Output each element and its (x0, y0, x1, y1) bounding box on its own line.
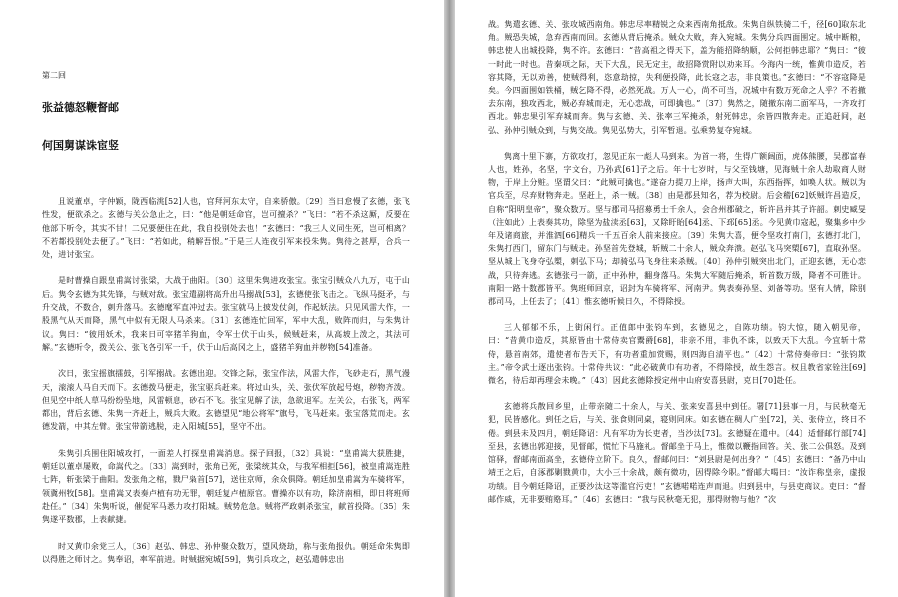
chapter-label: 第二回 (42, 71, 66, 80)
paragraph: 隽离十里下寨，方欲攻打，忽见正东一彪人马到来。为首一将，生得广额阔面，虎体熊腰，吴郡富春人也，姓孙，名坚，字文台，乃孙武[61]子之后。年十七岁时，与父至钱塘，见海贼十余人劫取商人财物，于岸上分赃。坚谓父曰：“此贼可擒也。”遂奋力提刀上岸，扬声大叫，东西指挥，如唤人状。贼以为官兵至，尽弃财物奔走。坚赶上，杀一贼。〔38〕由是郡县知名，荐为校尉。后会稽[62]妖贼许昌造反，自称“阳明皇帝”，聚众数万。坚与郡司马招募勇士千余人，会合州郡破之，斩许昌并其子许韶。刺史臧旻（注如此）上表奏其功，除坚为盐渎丞[63]，又除盱眙[64]丞、下邳[65]丞。今见黄巾寇起，聚集乡中少年及诸商旅，并淮泗[66]精兵一千五百余人前来接应。〔39〕朱隽大喜，便令坚攻打南门，玄德打北门，朱隽打西门，留东门与贼走。孙坚首先登城，斩贼二十余人，贼众奔溃。赵弘飞马突槊[67]，直取孙坚。坚从城上飞身夺弘槊，刺弘下马；却骑弘马飞身往来杀贼。〔40〕孙仲引贼突出北门，正迎玄德，无心恋战，只待奔逃。玄德张弓一箭，正中孙仲，翻身落马。朱隽大军随后掩杀，斩首数万级，降者不可胜计。南阳一路十数郡皆平。隽班师回京，诏封为车骑将军、河南尹。隽表奏孙坚、刘备等功。坚有人情，除别郡司马，上任去了；〔41〕惟玄德听候日久，不得除授。 (488, 151, 866, 307)
paragraph: 战。隽遣玄德、关、张攻城西南角。韩忠尽率精锐之众来西南角抵敌。朱隽自纵铁骑二千，径[60]取东北角。贼恐失城，急弃西南而回。玄德从背后掩杀。贼众大败，奔入宛城。朱隽分兵四面围定。城中断粮，韩忠使人出城投降，隽不许。玄德曰：“昔高祖之得天下，盖为能招降纳顺，公何拒韩忠耶？”隽曰：“彼一时此一时也。昔秦项之际，天下大乱，民无定主，故招降赏附以劝来耳。今海内一统，惟黄巾造反，若容其降，无以劝善，使贼得利，恣意劫掠，失利便投降，此长寇之志，非良策也。”玄德曰：“不容寇降是矣。今四面围如铁桶，贼乞降不得，必然死战。万人一心，尚不可当，况城中有数万死命之人乎？不若撤去东南，独攻西北，贼必弃城而走，无心恋战，可即擒也。”〔37〕隽然之，随撤东南二面军马，一齐攻打西北。韩忠果引军弃城而奔。隽与玄德、关、张率三军掩杀，射死韩忠，余皆四散奔走。正追赶间，赵弘、孙仲引贼众到，与隽交战。隽见弘势大，引军暂退。弘乘势复夺宛城。 (488, 20, 866, 135)
paragraph: 时又黄巾余党三人，〔36〕赵弘、韩忠、孙仲聚众数万，望风烧劫，称与张角报仇。朝廷命朱隽即以得胜之师讨之。隽奉诏，率军前进。时贼据宛城[59]，隽引兵攻之，赵弘遣韩忠出 (42, 541, 410, 564)
left-page-body (42, 195, 410, 579)
paragraph: 朱隽引兵围住阳城攻打，一面差人打探皇甫嵩消息。探子回报，〔32〕具说：“皇甫嵩大获胜捷，朝廷以董卓屡败，命嵩代之。〔33〕嵩到时，张角已死，张梁统其众，与我军相拒[56]，被皇甫嵩连胜七阵，斩张梁于曲阳。发张角之棺，戮尸枭首[57]，送往京师，余众俱降。朝廷加皇甫嵩为车骑将军，领冀州牧[58]。皇甫嵩又表奏卢植有功无罪，朝廷复卢植原官。曹操亦以有功，除济南相，即日将班师赴任。”〔34〕朱隽听说，催促军马悉力攻打阳城。贼势危急。贼将严政刺杀张宝，献首投降。〔35〕朱隽遂平数郡，上表献捷。 (42, 448, 410, 525)
paragraph: 且说董卓，字仲颖，陇西临洮[52]人也，官拜河东太守，自来骄傲。〔29〕当日怠慢了玄德，张飞性发，便欲杀之。玄德与关公急止之，曰：“他是朝廷命官，岂可擅杀？”飞曰：“若不杀这厮，反要在他部下听令，其实不甘！二兄要便住在此，我自投别处去也！”玄德曰：“我三人义同生死，岂可相离？不若都投别处去便了。”飞曰：“若如此，稍解吾恨。”于是三人连夜引军来投朱隽。隽待之甚厚，合兵一处，进讨张宝。 (42, 197, 410, 260)
chapter-title-line-1: 张益德怒鞭督邮 (42, 101, 119, 114)
paragraph: 次日，张宝摇旗擂鼓，引军搦战。玄德出迎。交锋之际，张宝作法，风雷大作，飞砂走石，黑气漫天，滚滚人马自天而下。玄德拨马便走，张宝驱兵赶来。将过山头，关、张伏军放起号炮，秽物齐泼。但见空中纸人草马纷纷坠地，风雷顿息，砂石不飞。张宝见解了法，急欲退军。左关公，右张飞，两军都出，背后玄德、朱隽一齐赶上，贼兵大败。玄德望见“地公将军”旗号，飞马赶来。张宝落荒而走。玄德发箭，中其左臂。张宝带箭逃脱，走入阳城[55]，坚守不出。 (42, 369, 410, 432)
page-gutter (444, 0, 455, 597)
right-page-body (488, 18, 866, 519)
paragraph: 是时曹操自跟皇甫嵩讨张梁，大战于曲阳。〔30〕这里朱隽进攻张宝。张宝引贼众八九万，屯于山后。隽令玄德为其先锋，与贼对敌。张宝遣副将高升出马搦战[53]，玄德使张飞击之。飞纵马挺矛，与升交战，不数合，刺升落马。玄德麾军直冲过去。张宝就马上披发仗剑，作起妖法。只见风雷大作，一股黑气从天而降，黑气中似有无限人马杀来。〔31〕玄德连忙回军，军中大乱，败阵而归，与朱隽计议。隽曰：“彼用妖术，我来日可宰猪羊狗血，令军士伏于山头，候贼赶来，从高坡上泼之，其法可解。”玄德听令，拨关公、张飞各引军一千，伏于山后高冈之上，盛猪羊狗血并秽物[54]准备。 (42, 276, 410, 352)
paragraph: 三人郁郁不乐，上街闲行。正值郎中张钧车到，玄德见之，自陈功绩。钧大惊，随入朝见帝，曰：“昔黄巾造反，其原皆由十常侍卖官鬻爵[68]，非亲不用，非仇不诛，以致天下大乱。今宜斩十常侍，悬首南郊，遣使者布告天下，有功者重加赏赐，则四海自清平也。”〔42〕十常侍奏帝曰：“张钧欺主。”帝令武士逐出张钧。十常侍共议：“此必破黄巾有功者，不得除授，故生怨言。权且教省家铨注[69]微名，待后却再理会未晚。”〔43〕因此玄德除授定州中山府安喜县尉，克日[70]赴任。 (488, 323, 866, 386)
paragraph: 玄德将兵散回乡里，止带亲随二十余人，与关、张来安喜县中到任。署[71]县事一月，与民秋毫无犯，民皆感化。到任之后，与关、张食则同桌，寝则同床。如玄德在稠人广坐[72]，关、张侍立，终日不倦。到县未及四月，朝廷降诏：凡有军功为长吏者，当沙汰[73]。玄德疑在遣中。〔44〕适督邮行部[74]至县，玄德出郭迎接，见督邮，慌忙下马施礼。督邮坐于马上，惟微以鞭指回答。关、张二公俱怒。及到馆驿，督邮南面高坐，玄德侍立阶下。良久，督邮问曰：“刘县尉是何出身？”〔45〕玄德曰：“备乃中山靖王之后，自涿郡剿戮黄巾，大小三十余战，颇有微功，因得除今职。”督邮大喝曰：“汝诈称皇亲，虚报功绩。目今朝廷降诏，正要沙汰这等滥官污吏！”玄德喏喏连声而退。归到县中，与县吏商议。吏曰：“督邮作威，无非要贿赂耳。”〔46〕玄德曰：“我与民秋毫无犯，那得财物与他？”次 (488, 402, 866, 504)
right-page (455, 0, 898, 597)
chapter-title-line-2: 何国舅谋诛宦竖 (42, 139, 119, 152)
left-page (0, 0, 444, 597)
